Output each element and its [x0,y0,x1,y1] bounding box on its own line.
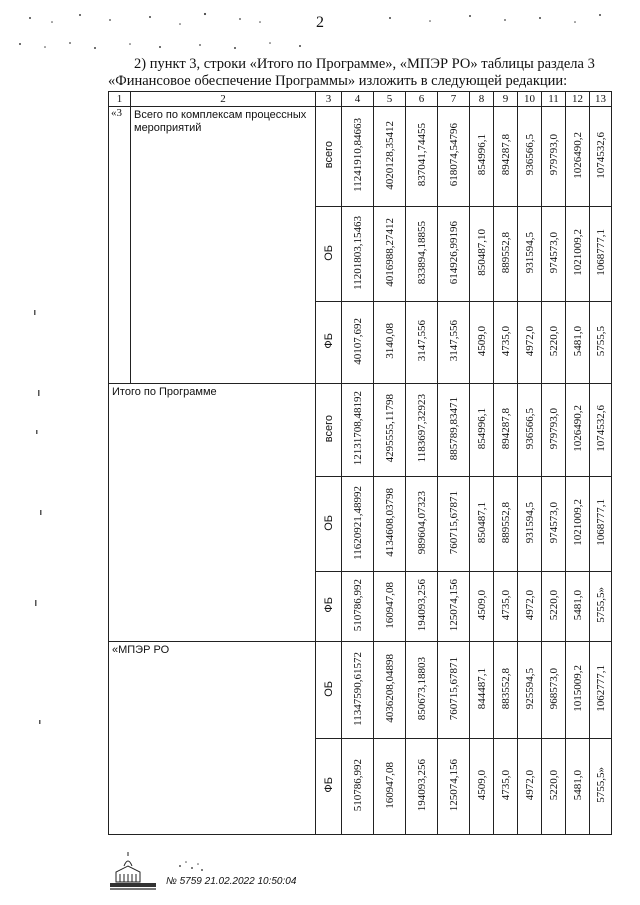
value-cell: 936566,5 [518,384,542,477]
col-header: 10 [518,92,542,107]
row-type-cell: ОБ [316,207,342,302]
value-cell: 889552,8 [494,207,518,302]
col-header: 1 [109,92,131,107]
value-cell: 1026490,2 [566,384,590,477]
value-cell: 1062777,1 [590,642,612,739]
value-cell: 1068777,1 [590,207,612,302]
table-row [109,384,612,477]
value-cell: 889552,8 [494,477,518,572]
value-cell: 160947,08 [374,739,406,835]
value-cell: 1026490,2 [566,107,590,207]
col-header: 6 [406,92,438,107]
value-cell: 936566,5 [518,107,542,207]
value-cell: 618074,54796 [438,107,470,207]
value-cell: 5481,0 [566,572,590,642]
value-cell: 4295555,11798 [374,384,406,477]
value-cell: 1074532,6 [590,384,612,477]
col-header: 2 [131,92,316,107]
value-cell: 125074,156 [438,739,470,835]
value-cell: 854996,1 [470,107,494,207]
row-type-cell: ОБ [316,642,342,739]
row-label: «МПЭР РО [109,642,316,835]
value-cell: 510786,992 [342,739,374,835]
value-cell: 4020128,35412 [374,107,406,207]
col-header: 8 [470,92,494,107]
col-header: 7 [438,92,470,107]
value-cell: 931594,5 [518,477,542,572]
value-cell: 925594,5 [518,642,542,739]
value-cell: 931594,5 [518,207,542,302]
col-header: 4 [342,92,374,107]
value-cell: 850487,1 [470,477,494,572]
value-cell: 5755,5» [590,572,612,642]
row-type-cell: ФБ [316,302,342,384]
value-cell: 4036208,04898 [374,642,406,739]
row-label: Итого по Программе [109,384,316,642]
value-cell: 833894,18855 [406,207,438,302]
value-cell: 885789,83471 [438,384,470,477]
row-code: «3 [109,107,131,384]
row-type-cell: ФБ [316,739,342,835]
value-cell: 5220,0 [542,572,566,642]
value-cell: 894287,8 [494,107,518,207]
value-cell: 1021009,2 [566,207,590,302]
column-number-row [109,92,612,107]
value-cell: 11347590,61572 [342,642,374,739]
value-cell: 510786,992 [342,572,374,642]
table-row [109,642,612,739]
value-cell: 1074532,6 [590,107,612,207]
value-cell: 125074,156 [438,572,470,642]
value-cell: 4134608,03798 [374,477,406,572]
value-cell: 11241910,84663 [342,107,374,207]
value-cell: 760715,67871 [438,642,470,739]
value-cell: 4972,0 [518,739,542,835]
row-type-cell: всего [316,107,342,207]
value-cell: 4735,0 [494,739,518,835]
scan-specks [14,300,54,800]
value-cell: 1068777,1 [590,477,612,572]
registration-stamp: № 5759 21.02.2022 10:50:04 [166,876,297,887]
intro-line-1: 2) пункт 3, строки «Итого по Программе», «МПЭР РО» таблицы раздела 3 [134,56,595,72]
value-cell: 894287,8 [494,384,518,477]
value-cell: 1183697,32923 [406,384,438,477]
col-header: 12 [566,92,590,107]
value-cell: 968573,0 [542,642,566,739]
value-cell: 1015009,2 [566,642,590,739]
value-cell: 11201803,15463 [342,207,374,302]
value-cell: 194093,256 [406,739,438,835]
value-cell: 12131708,48192 [342,384,374,477]
value-cell: 5755,5» [590,739,612,835]
value-cell: 194093,256 [406,572,438,642]
col-header: 3 [316,92,342,107]
value-cell: 4509,0 [470,302,494,384]
value-cell: 4509,0 [470,739,494,835]
value-cell: 5755,5 [590,302,612,384]
value-cell: 4016988,27412 [374,207,406,302]
value-cell: 974573,0 [542,207,566,302]
financing-table [108,91,612,835]
value-cell: 4735,0 [494,572,518,642]
col-header: 13 [590,92,612,107]
value-cell: 974573,0 [542,477,566,572]
value-cell: 4972,0 [518,572,542,642]
value-cell: 850487,10 [470,207,494,302]
col-header: 11 [542,92,566,107]
value-cell: 160947,08 [374,572,406,642]
value-cell: 11620921,48992 [342,477,374,572]
value-cell: 614926,99196 [438,207,470,302]
row-label: Всего по комплексам процессных мероприятий [131,107,316,384]
value-cell: 40107,692 [342,302,374,384]
value-cell: 979793,0 [542,107,566,207]
value-cell: 1021009,2 [566,477,590,572]
intro-paragraph [108,56,618,90]
value-cell: 5220,0 [542,739,566,835]
value-cell: 837041,74455 [406,107,438,207]
row-type-cell: ФБ [316,572,342,642]
table-row [109,107,612,207]
intro-line-2: «Финансовое обеспечение Программы» изложить в следующей редакции: [108,73,568,89]
value-cell: 850673,18803 [406,642,438,739]
value-cell: 854996,1 [470,384,494,477]
col-header: 5 [374,92,406,107]
value-cell: 989604,07323 [406,477,438,572]
value-cell: 3140,08 [374,302,406,384]
value-cell: 3147,556 [438,302,470,384]
value-cell: 4509,0 [470,572,494,642]
value-cell: 5481,0 [566,739,590,835]
row-type-cell: всего [316,384,342,477]
row-type-cell: ОБ [316,477,342,572]
col-header: 9 [494,92,518,107]
value-cell: 3147,556 [406,302,438,384]
value-cell: 4972,0 [518,302,542,384]
value-cell: 844487,1 [470,642,494,739]
value-cell: 5481,0 [566,302,590,384]
value-cell: 760715,67871 [438,477,470,572]
value-cell: 883552,8 [494,642,518,739]
page-number: 2 [316,14,324,31]
value-cell: 5220,0 [542,302,566,384]
value-cell: 979793,0 [542,384,566,477]
value-cell: 4735,0 [494,302,518,384]
